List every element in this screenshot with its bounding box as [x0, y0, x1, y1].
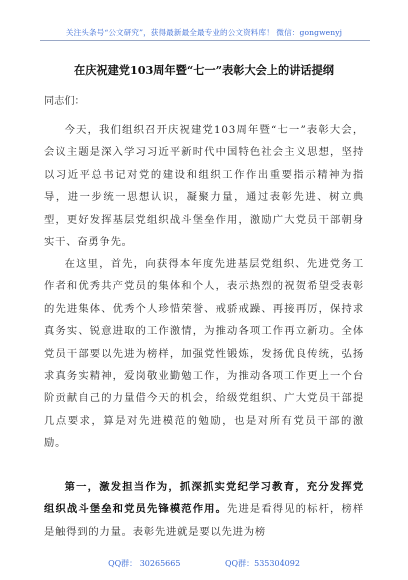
- paragraph-3-rest: 先进是看得见的标杆，榜样是触得到的力量。表彰先进就是要以先进为榜: [44, 503, 364, 538]
- footer-contacts: [0, 558, 408, 569]
- document-title: 在庆祝建党103周年暨“七一”表彰大会上的讲话提纲: [74, 63, 334, 77]
- paragraph-1: 今天，我们组织召开庆祝建党103周年暨“七一”表彰大会，会议主题是深入学习习近平新时代中国特色社会主义思想，坚持以习近平总书记对党的建设和组织工作作出重要指示精神为指导，进一步统一思想认识，凝聚力量，通过表彰先进、树立典型，更好发挥基层党组织战斗堡垒作用，激励广大党员干部朝身实干、奋勇争先。: [44, 124, 364, 249]
- paragraph-3-lead: 第一，激发担当作为，抓深抓实党纪学习教育，充分发挥党组织战斗堡垒和党员先锋模范作用。: [44, 481, 364, 516]
- qq-group-2[interactable]: QQ群：535304092: [225, 559, 300, 568]
- paragraph-2: 在这里，首先，向获得本年度先进基层党组织、先进党务工作者和优秀共产党员的集体和个人，表示热烈的祝贺希望受表彰的先进集体、优秀个人珍惜荣誉、戒骄戒躁、再接再厉，保持求真务实、锐意进取的工作激情，为推动各项工作再立新功。全体党员干部要以先进为榜样，加强党性锻炼，发扬优良传统，弘扬求真务实精神，爱岗敬业勤勉工作，为推动各项工作更上一个台阶贡献自己的力量借今天的机会，给级党组织、广大党员干部提几点要求，算是对先进模范的勉励，也是对所有党员干部的激励。: [44, 258, 364, 450]
- header-divider: [40, 40, 370, 41]
- qq-group-1[interactable]: QQ群： 30265665: [108, 559, 181, 568]
- salutation: 同志们：: [44, 96, 85, 107]
- paragraph-3: [44, 476, 364, 543]
- promo-banner[interactable]: 关注头条号“公文研究”，获得最新最全最专业的公文资料库！ 微信：gongwenyj: [65, 28, 343, 37]
